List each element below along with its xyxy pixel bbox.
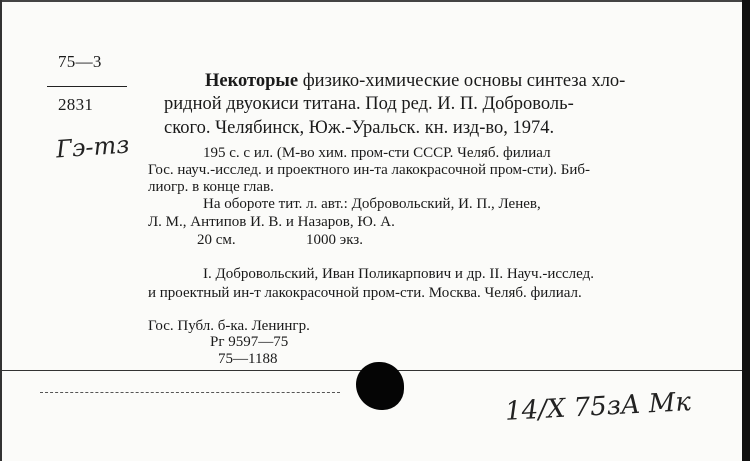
title-bold-word: Некоторые bbox=[205, 71, 299, 91]
tracing-line-2: и проектный ин-т лакокрасочной пром-сти. Москва. Челяб. филиал. bbox=[148, 285, 582, 301]
title-line-2: ридной двуокиси титана. Под ред. И. П. Доброволь- bbox=[164, 94, 574, 114]
title-line-1-text: физико-химические основы синтеза хло- bbox=[302, 71, 626, 91]
description-line-1: 195 с. с ил. (М-во хим. пром-сти СССР. Челяб. филиал bbox=[203, 145, 551, 161]
verso-line-2: Л. М., Антипов И. В. и Назаров, Ю. А. bbox=[148, 214, 395, 230]
accession-number-1: Рг 9597—75 bbox=[210, 334, 289, 350]
shelfmark-top: 75—3 bbox=[58, 52, 102, 71]
description-line-2: Гос. науч.-исслед. и проектного ин-та лакокрасочной пром-сти). Биб- bbox=[148, 162, 591, 178]
verso-line-1: На обороте тит. л. авт.: Добровольский, И. П., Ленев, bbox=[203, 196, 541, 212]
title-line-3: ского. Челябинск, Юж.-Уральск. кн. изд-во, 1974. bbox=[164, 118, 555, 138]
accession-number-2: 75—1188 bbox=[218, 351, 278, 367]
handwritten-code: Гэ-тз bbox=[55, 130, 131, 164]
title-line-1 bbox=[205, 71, 625, 92]
print-run: 1000 экз. bbox=[306, 232, 363, 248]
format-size: 20 см. bbox=[197, 232, 236, 248]
card-right-edge bbox=[742, 0, 750, 461]
handwritten-note: 14/Х 75зА Мк bbox=[504, 387, 692, 427]
description-line-3: лиогр. в конце глав. bbox=[148, 179, 274, 195]
card-top-edge bbox=[0, 0, 750, 2]
tracing-line-1: I. Добровольский, Иван Поликарпович и др. II. Науч.-исслед. bbox=[203, 266, 595, 282]
card-left-edge bbox=[0, 0, 2, 461]
shelfmark-bottom: 2831 bbox=[58, 95, 94, 114]
shelfmark-rule bbox=[47, 86, 127, 87]
faint-dash-line bbox=[40, 392, 340, 394]
library-name: Гос. Публ. б-ка. Ленингр. bbox=[148, 318, 310, 334]
ink-blot bbox=[356, 362, 404, 410]
